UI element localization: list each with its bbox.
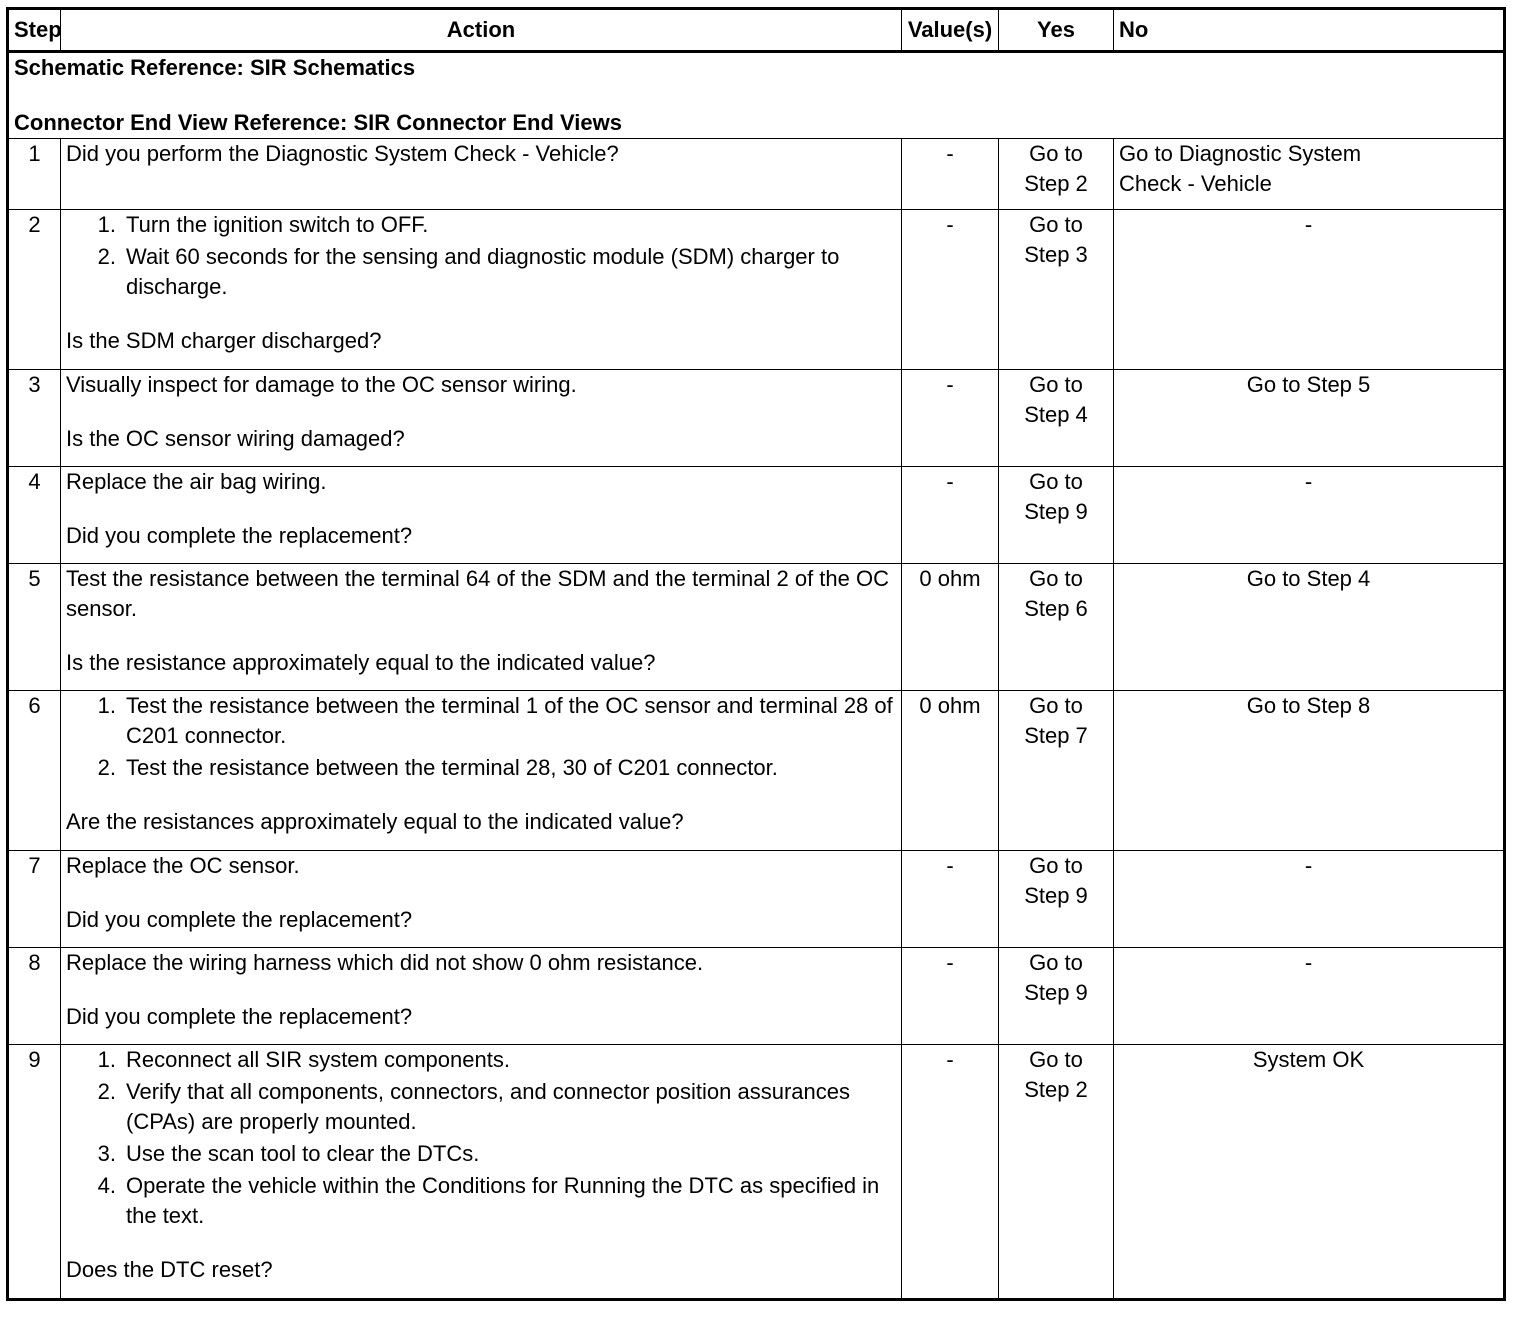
list-number: 4. (97, 1173, 116, 1198)
header-step: Step (8, 9, 61, 52)
step-number: 4 (8, 467, 61, 564)
action-question: Is the OC sensor wiring damaged? (66, 426, 405, 451)
step-number: 8 (8, 948, 61, 1045)
yes-line-1: Go to (1029, 566, 1083, 591)
list-item (66, 691, 896, 751)
no-cell: Go to Step 8 (1114, 691, 1505, 851)
action-text: Replace the OC sensor. (66, 853, 300, 878)
list-item (66, 1139, 896, 1169)
list-number: 1. (97, 212, 116, 237)
list-number: 2. (97, 244, 116, 269)
header-yes: Yes (999, 9, 1114, 52)
yes-line-1: Go to (1029, 212, 1083, 237)
action-text: Visually inspect for damage to the OC sensor wiring. (66, 372, 577, 397)
yes-line-2: Step 4 (1024, 402, 1088, 427)
no-line-1: Go to Diagnostic System (1119, 141, 1362, 166)
header-action: Action (61, 9, 902, 52)
yes-line-1: Go to (1029, 853, 1083, 878)
action-question: Are the resistances approximately equal to the indicated value? (66, 809, 684, 834)
table-row (8, 139, 1505, 210)
list-text: Test the resistance between the terminal 1 of the OC sensor and terminal 28 of C201 connector. (126, 693, 893, 748)
table-row (8, 851, 1505, 948)
action-list (66, 691, 896, 783)
action-cell (61, 691, 902, 851)
action-cell (61, 210, 902, 370)
no-line-2: Check - Vehicle (1119, 171, 1272, 196)
action-question: Did you complete the replacement? (66, 523, 413, 548)
yes-line-2: Step 9 (1024, 883, 1088, 908)
action-cell (61, 139, 902, 210)
list-text: Turn the ignition switch to OFF. (126, 212, 429, 237)
action-list (66, 1045, 896, 1231)
list-number: 2. (97, 1079, 116, 1104)
no-cell: - (1114, 851, 1505, 948)
no-cell: Go to Step 4 (1114, 564, 1505, 691)
step-number: 6 (8, 691, 61, 851)
value-cell: - (902, 851, 999, 948)
table-row (8, 210, 1505, 370)
list-number: 2. (97, 755, 116, 780)
yes-line-2: Step 7 (1024, 723, 1088, 748)
action-cell (61, 370, 902, 467)
value-cell: - (902, 210, 999, 370)
step-number: 3 (8, 370, 61, 467)
yes-cell (999, 210, 1114, 370)
reference-cell (8, 52, 1505, 139)
connector-reference: Connector End View Reference: SIR Connector End Views (14, 110, 622, 135)
action-question: Did you complete the replacement? (66, 1004, 413, 1029)
yes-line-1: Go to (1029, 1047, 1083, 1072)
yes-cell (999, 851, 1114, 948)
list-text: Verify that all components, connectors, and connector position assurances (CPAs) are properly mounted. (126, 1079, 850, 1134)
list-item (66, 242, 896, 302)
header-row (8, 9, 1505, 52)
yes-line-1: Go to (1029, 950, 1083, 975)
action-cell (61, 851, 902, 948)
step-number: 2 (8, 210, 61, 370)
step-number: 1 (8, 139, 61, 210)
action-question: Is the resistance approximately equal to the indicated value? (66, 650, 656, 675)
value-cell: - (902, 948, 999, 1045)
step-number: 5 (8, 564, 61, 691)
yes-cell (999, 370, 1114, 467)
value-cell: 0 ohm (902, 564, 999, 691)
reference-row (8, 52, 1505, 139)
yes-line-2: Step 6 (1024, 596, 1088, 621)
list-number: 3. (97, 1141, 116, 1166)
value-cell: - (902, 370, 999, 467)
table-row (8, 370, 1505, 467)
list-item (66, 1171, 896, 1231)
list-text: Use the scan tool to clear the DTCs. (126, 1141, 480, 1166)
step-number: 9 (8, 1045, 61, 1300)
header-value: Value(s) (902, 9, 999, 52)
yes-line-1: Go to (1029, 693, 1083, 718)
table-row (8, 948, 1505, 1045)
no-cell (1114, 139, 1505, 210)
list-text: Operate the vehicle within the Conditions for Running the DTC as specified in the text. (126, 1173, 880, 1228)
yes-line-2: Step 2 (1024, 171, 1088, 196)
list-text: Test the resistance between the terminal 28, 30 of C201 connector. (126, 755, 778, 780)
action-cell (61, 467, 902, 564)
action-text: Replace the wiring harness which did not show 0 ohm resistance. (66, 950, 704, 975)
action-question: Did you complete the replacement? (66, 907, 413, 932)
diagnostic-table (6, 7, 1506, 1301)
yes-line-1: Go to (1029, 469, 1083, 494)
no-cell: - (1114, 467, 1505, 564)
no-cell: - (1114, 948, 1505, 1045)
step-number: 7 (8, 851, 61, 948)
action-text: Test the resistance between the terminal 64 of the SDM and the terminal 2 of the OC sensor. (66, 566, 889, 621)
action-list (66, 210, 896, 302)
yes-cell (999, 1045, 1114, 1300)
list-text: Wait 60 seconds for the sensing and diagnostic module (SDM) charger to discharge. (126, 244, 840, 299)
action-text: Did you perform the Diagnostic System Check - Vehicle? (66, 141, 619, 166)
yes-line-1: Go to (1029, 141, 1083, 166)
action-question: Is the SDM charger discharged? (66, 328, 382, 353)
yes-line-2: Step 3 (1024, 242, 1088, 267)
yes-cell (999, 467, 1114, 564)
list-item (66, 753, 896, 783)
action-text: Replace the air bag wiring. (66, 469, 327, 494)
action-question: Does the DTC reset? (66, 1257, 273, 1282)
list-text: Reconnect all SIR system components. (126, 1047, 510, 1072)
table-row (8, 564, 1505, 691)
list-number: 1. (97, 1047, 116, 1072)
value-cell: - (902, 139, 999, 210)
no-cell: - (1114, 210, 1505, 370)
yes-line-1: Go to (1029, 372, 1083, 397)
yes-cell (999, 948, 1114, 1045)
action-cell (61, 1045, 902, 1300)
list-item (66, 210, 896, 240)
header-no: No (1114, 9, 1505, 52)
yes-line-2: Step 2 (1024, 1077, 1088, 1102)
table-row (8, 1045, 1505, 1300)
value-cell: - (902, 1045, 999, 1300)
yes-cell (999, 691, 1114, 851)
schematic-reference: Schematic Reference: SIR Schematics (14, 55, 416, 80)
action-cell (61, 564, 902, 691)
value-cell: - (902, 467, 999, 564)
yes-cell (999, 564, 1114, 691)
action-cell (61, 948, 902, 1045)
no-cell: System OK (1114, 1045, 1505, 1300)
no-cell: Go to Step 5 (1114, 370, 1505, 467)
table-row (8, 467, 1505, 564)
list-number: 1. (97, 693, 116, 718)
yes-cell (999, 139, 1114, 210)
table-row (8, 691, 1505, 851)
yes-line-2: Step 9 (1024, 499, 1088, 524)
value-cell: 0 ohm (902, 691, 999, 851)
yes-line-2: Step 9 (1024, 980, 1088, 1005)
list-item (66, 1077, 896, 1137)
list-item (66, 1045, 896, 1075)
